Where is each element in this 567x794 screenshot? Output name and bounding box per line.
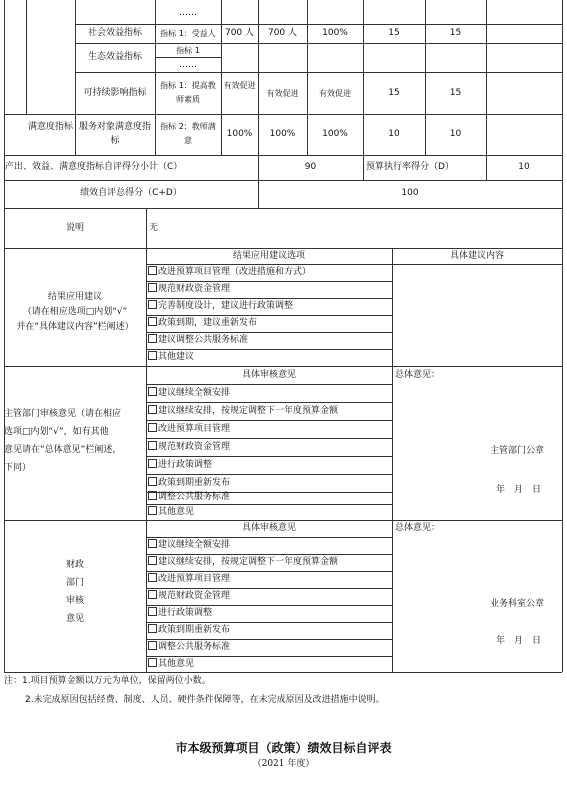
footnote-1: 注：1.项目预算金额以万元为单位，保留两位小数。 bbox=[4, 676, 211, 686]
social-indicator: 指标 1：受益人 bbox=[160, 29, 216, 38]
finance-option-label: 建议继续安排，按规定调整下一年度预算金额 bbox=[158, 557, 339, 567]
supervisor-overall-label: 总体意见： bbox=[395, 370, 441, 380]
supervisor-option-label: 建议继续全额安排 bbox=[158, 388, 231, 398]
finance-option-label: 其他意见 bbox=[158, 659, 195, 669]
checkbox-icon bbox=[148, 506, 157, 515]
satisfaction-target: 100% bbox=[226, 129, 253, 139]
sustain-weight: 15 bbox=[388, 88, 400, 98]
supervisor-option-checkbox[interactable] bbox=[148, 504, 194, 520]
finance-option-checkbox[interactable] bbox=[148, 571, 230, 588]
satisfaction-weight: 10 bbox=[388, 129, 400, 139]
supervisor-option-label: 政策到期重新发布 bbox=[158, 478, 231, 488]
checkbox-icon bbox=[148, 556, 157, 565]
supervisor-label-line: 意见请在“总体意见”栏阐述， bbox=[4, 445, 122, 455]
finance-option-checkbox[interactable] bbox=[148, 588, 230, 605]
result-option-checkbox[interactable] bbox=[148, 349, 194, 366]
supervisor-header: 具体审核意见 bbox=[241, 370, 296, 380]
result-option-label: 规范财政资金管理 bbox=[158, 284, 231, 294]
ellipsis-row-1: …… bbox=[179, 8, 197, 18]
document-year: （2021 年度） bbox=[252, 759, 315, 769]
result-options-header: 结果应用建议选项 bbox=[232, 251, 305, 261]
social-actual: 700 人 bbox=[267, 28, 298, 38]
supervisor-option-label: 调整公共服务标准 bbox=[158, 492, 231, 502]
checkbox-icon bbox=[148, 266, 157, 275]
sustain-indicator: 指标 1：提高教师素质 bbox=[160, 81, 216, 104]
supervisor-option-label: 进行政策调整 bbox=[158, 460, 213, 470]
eco-benefit-label: 生态效益指标 bbox=[87, 52, 142, 62]
note-value: 无 bbox=[149, 223, 159, 233]
finance-label-line: 财政 bbox=[65, 560, 84, 570]
finance-option-checkbox[interactable] bbox=[148, 554, 338, 571]
finance-header: 具体审核意见 bbox=[241, 523, 296, 533]
checkbox-icon bbox=[148, 423, 157, 432]
checkbox-icon bbox=[148, 283, 157, 292]
finance-option-checkbox[interactable] bbox=[148, 622, 230, 639]
subtotal-label: 产出、效益、满意度指标自评得分小计（C） bbox=[5, 162, 183, 172]
checkbox-icon bbox=[148, 491, 157, 500]
finance-label-line: 部门 bbox=[65, 578, 84, 588]
checkbox-icon bbox=[148, 334, 157, 343]
eco-ellipsis: …… bbox=[179, 60, 197, 70]
checkbox-icon bbox=[148, 300, 157, 309]
result-label-line: （请在相应选项□内划“√” bbox=[22, 307, 128, 317]
result-label-line: 结果应用建议 bbox=[47, 292, 102, 302]
checkbox-icon bbox=[148, 405, 157, 414]
result-option-checkbox[interactable] bbox=[148, 264, 311, 281]
social-benefit-label: 社会效益指标 bbox=[87, 28, 142, 38]
budget-score-label: 预算执行率得分（D） bbox=[366, 162, 454, 172]
checkbox-icon bbox=[148, 351, 157, 360]
result-option-label: 改进预算项目管理（改进措施和方式） bbox=[158, 267, 312, 277]
supervisor-label bbox=[4, 405, 146, 477]
finance-option-label: 改进预算项目管理 bbox=[158, 574, 231, 584]
social-target: 700 人 bbox=[224, 28, 255, 38]
satisfaction-score: 10 bbox=[449, 129, 462, 139]
result-option-checkbox[interactable] bbox=[148, 281, 230, 298]
result-content-header: 具体建议内容 bbox=[449, 251, 504, 261]
supervisor-option-checkbox[interactable] bbox=[148, 402, 338, 420]
result-option-label: 政策到期，建议重新发布 bbox=[158, 318, 258, 328]
subtotal-value: 90 bbox=[304, 162, 317, 172]
finance-option-checkbox[interactable] bbox=[148, 537, 230, 554]
finance-label-line: 审核 bbox=[65, 596, 84, 606]
supervisor-option-label: 建议继续安排，按规定调整下一年度预算金额 bbox=[158, 406, 339, 416]
finance-option-checkbox[interactable] bbox=[148, 639, 230, 656]
satisfaction-rate: 100% bbox=[322, 129, 348, 139]
checkbox-icon bbox=[148, 624, 157, 633]
result-option-label: 完善制度设计，建议进行政策调整 bbox=[158, 301, 294, 311]
supervisor-option-label: 改进预算项目管理 bbox=[158, 424, 231, 434]
result-option-label: 建议调整公共服务标准 bbox=[158, 335, 249, 345]
result-option-checkbox[interactable] bbox=[148, 332, 248, 349]
finance-option-label: 进行政策调整 bbox=[158, 608, 213, 618]
finance-label-line: 意见 bbox=[65, 614, 84, 624]
satisfaction-category: 满意度指标 bbox=[28, 122, 74, 132]
checkbox-icon bbox=[148, 573, 157, 582]
social-rate: 100% bbox=[322, 28, 348, 38]
supervisor-option-label: 规范财政资金管理 bbox=[158, 442, 231, 452]
supervisor-option-label: 其他意见 bbox=[158, 507, 195, 517]
result-option-checkbox[interactable] bbox=[148, 315, 257, 332]
sustain-target: 有效促进 bbox=[223, 81, 256, 90]
supervisor-seal: 主管部门公章 bbox=[490, 446, 545, 456]
checkbox-icon bbox=[148, 477, 157, 486]
sustain-actual: 有效促进 bbox=[266, 89, 299, 98]
total-value: 100 bbox=[401, 188, 419, 198]
satisfaction-label: 服务对象满意度指标 bbox=[78, 122, 151, 146]
social-weight: 15 bbox=[388, 28, 400, 38]
social-score: 15 bbox=[449, 28, 462, 38]
supervisor-option-checkbox[interactable] bbox=[148, 456, 212, 474]
checkbox-icon bbox=[148, 441, 157, 450]
sustain-score: 15 bbox=[449, 88, 462, 98]
budget-score-value: 10 bbox=[518, 162, 530, 172]
checkbox-icon bbox=[148, 590, 157, 599]
finance-option-label: 规范财政资金管理 bbox=[158, 591, 231, 601]
sustain-label: 可持续影响指标 bbox=[83, 88, 147, 98]
finance-option-label: 建议继续全额安排 bbox=[158, 540, 231, 550]
satisfaction-indicator: 指标 2：教师满意 bbox=[160, 122, 216, 145]
eco-indicator: 指标 1 bbox=[176, 46, 200, 55]
total-label: 绩效自评总得分（C+D） bbox=[80, 188, 182, 198]
supervisor-option-checkbox[interactable] bbox=[148, 438, 230, 456]
supervisor-option-checkbox[interactable] bbox=[148, 420, 230, 438]
result-label-line: 并在“具体建议内容”栏阐述） bbox=[16, 322, 134, 332]
finance-option-checkbox[interactable] bbox=[148, 605, 212, 622]
finance-label bbox=[4, 556, 146, 628]
supervisor-label-line: 主管部门审核意见（请在相应 bbox=[4, 409, 122, 419]
satisfaction-actual: 100% bbox=[269, 129, 296, 139]
supervisor-label-line: 下同） bbox=[4, 463, 32, 473]
checkbox-icon bbox=[148, 387, 157, 396]
document-title: 市本级预算项目（政策）绩效目标自评表 bbox=[175, 741, 392, 755]
checkbox-icon bbox=[148, 539, 157, 548]
finance-option-label: 政策到期重新发布 bbox=[158, 625, 231, 635]
result-label bbox=[4, 290, 146, 335]
finance-seal: 业务科室公章 bbox=[490, 599, 545, 609]
finance-date: 年 月 日 bbox=[496, 636, 542, 646]
checkbox-icon bbox=[148, 641, 157, 650]
finance-option-checkbox[interactable] bbox=[148, 656, 194, 672]
supervisor-label-line: 选项□内划“√”，如有其他 bbox=[4, 427, 109, 437]
checkbox-icon bbox=[148, 607, 157, 616]
result-option-checkbox[interactable] bbox=[148, 298, 293, 315]
checkbox-icon bbox=[148, 658, 157, 667]
finance-overall-label: 总体意见： bbox=[395, 523, 441, 533]
result-option-label: 其他建议 bbox=[158, 352, 195, 362]
sustain-rate: 有效促进 bbox=[319, 89, 351, 98]
checkbox-icon bbox=[148, 317, 157, 326]
footnote-2: 2.未完成原因包括经费、制度、人员、硬件条件保障等，在未完成原因及改进措施中说明。 bbox=[25, 695, 385, 705]
note-label: 说明 bbox=[65, 223, 84, 233]
checkbox-icon bbox=[148, 459, 157, 468]
supervisor-date: 年 月 日 bbox=[496, 485, 542, 495]
supervisor-option-checkbox[interactable] bbox=[148, 384, 230, 402]
finance-option-label: 调整公共服务标准 bbox=[158, 642, 231, 652]
